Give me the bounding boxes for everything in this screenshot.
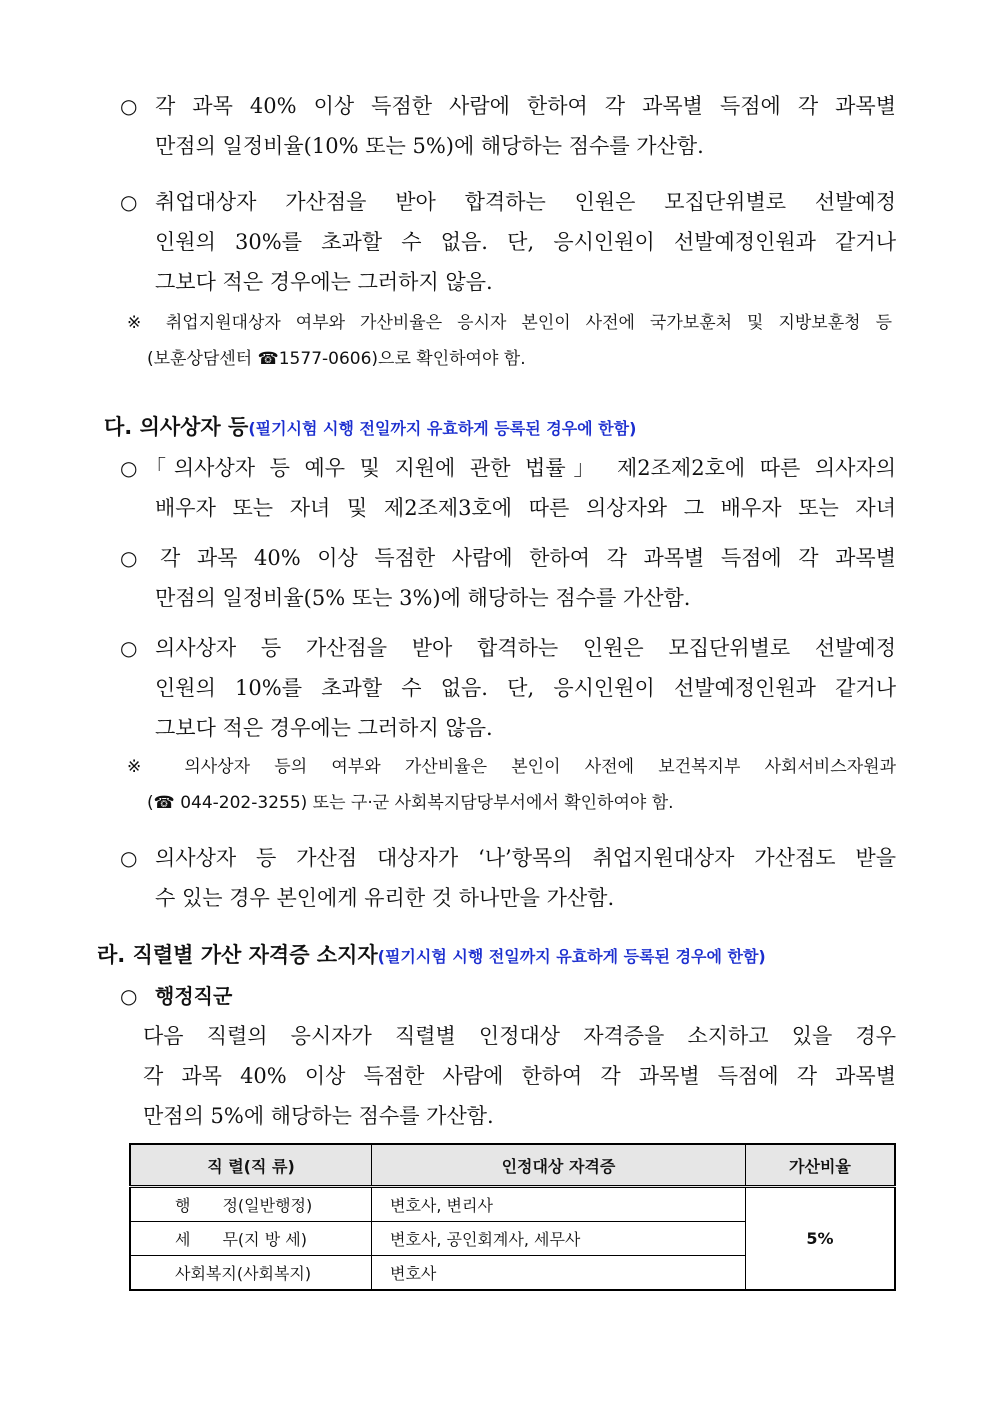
table-cell: 변호사, 변리사 — [372, 1187, 746, 1222]
body-text: 취업대상자 가산점을 받아 합격하는 인원은 모집단위별로 선발예정 — [155, 190, 896, 214]
body-text: 의사상자 등 가산점을 받아 합격하는 인원은 모집단위별로 선발예정 — [155, 636, 896, 660]
section-subtitle: (필기시험 시행 전일까지 유효하게 등록된 경우에 한함) — [377, 947, 766, 966]
body-text: 인원의 10%를 초과할 수 없음. 단, 응시인원이 선발예정인원과 같거나 — [155, 676, 896, 700]
body-text: 그보다 적은 경우에는 그러하지 않음. — [155, 716, 493, 740]
column-header: 직 렬(직 류) — [130, 1144, 372, 1187]
rate-cell: 5% — [745, 1187, 895, 1291]
body-text: 배우자 또는 자녀 및 제2조제3호에 따른 의상자와 그 배우자 또는 자녀 — [155, 496, 896, 520]
body-text: 각 과목 40% 이상 득점한 사람에 한하여 각 과목별 득점에 각 과목별 — [143, 1064, 896, 1088]
table-header-row — [130, 1144, 895, 1187]
body-text: 다음 직렬의 응시자가 직렬별 인정대상 자격증을 소지하고 있을 경우 — [143, 1024, 896, 1048]
bullet: ○ — [120, 846, 138, 870]
column-header: 가산비율 — [745, 1144, 895, 1187]
bullet: ○ — [120, 94, 138, 118]
group-heading: 행정직군 — [155, 984, 233, 1008]
body-text: 수 있는 경우 본인에게 유리한 것 하나만을 가산함. — [155, 886, 615, 910]
body-text: 의사상자 등 가산점 대상자가 ‘나’항목의 취업지원대상자 가산점도 받을 — [155, 846, 896, 870]
body-text: 만점의 일정비율(5% 또는 3%)에 해당하는 점수를 가산함. — [155, 586, 691, 610]
bullet: ○ — [120, 984, 138, 1008]
table-cell: 변호사, 공인회계사, 세무사 — [372, 1222, 746, 1256]
table-cell: 세 무(지 방 세) — [130, 1222, 372, 1256]
section-subtitle: (필기시험 시행 전일까지 유효하게 등록된 경우에 한함) — [248, 419, 637, 438]
note-text: (☎ 044-202-3255) 또는 구·군 사회복지담당부서에서 확인하여야 함. — [147, 793, 674, 813]
body-text: 각 과목 40% 이상 득점한 사람에 한하여 각 과목별 득점에 각 과목별 — [155, 94, 896, 118]
body-text: 「의사상자 등 예우 및 지원에 관한 법률」 제2조제2호에 따른 의사자의 — [145, 456, 896, 480]
note-text: (보훈상담센터 ☎1577-0606)으로 확인하여야 함. — [147, 349, 526, 369]
column-header: 인정대상 자격증 — [372, 1144, 746, 1187]
certificate-table — [129, 1143, 896, 1291]
bullet: ○ — [120, 190, 138, 214]
table-cell: 사회복지(사회복지) — [130, 1256, 372, 1291]
note-text: ※ 취업지원대상자 여부와 가산비율은 응시자 본인이 사전에 국가보훈처 및 지방보훈청 등 — [127, 313, 892, 333]
body-text: 그보다 적은 경우에는 그러하지 않음. — [155, 270, 493, 294]
bullet: ○ — [120, 546, 138, 570]
table-row — [130, 1187, 895, 1222]
body-text: 인원의 30%를 초과할 수 없음. 단, 응시인원이 선발예정인원과 같거나 — [155, 230, 896, 254]
note-text: ※ 의사상자 등의 여부와 가산비율은 본인이 사전에 보건복지부 사회서비스자원과 — [127, 757, 896, 777]
section-title: 다. 의사상자 등 — [104, 415, 249, 439]
bullet: ○ — [120, 636, 138, 660]
bullet: ○ — [120, 456, 138, 480]
body-text: 만점의 5%에 해당하는 점수를 가산함. — [143, 1104, 494, 1128]
section-heading — [104, 412, 636, 444]
section-heading — [97, 940, 766, 972]
table-cell: 행 정(일반행정) — [130, 1187, 372, 1222]
section-title: 라. 직렬별 가산 자격증 소지자 — [97, 943, 378, 967]
table-cell: 변호사 — [372, 1256, 746, 1291]
body-text: 각 과목 40% 이상 득점한 사람에 한하여 각 과목별 득점에 각 과목별 — [160, 546, 896, 570]
body-text: 만점의 일정비율(10% 또는 5%)에 해당하는 점수를 가산함. — [155, 134, 704, 158]
